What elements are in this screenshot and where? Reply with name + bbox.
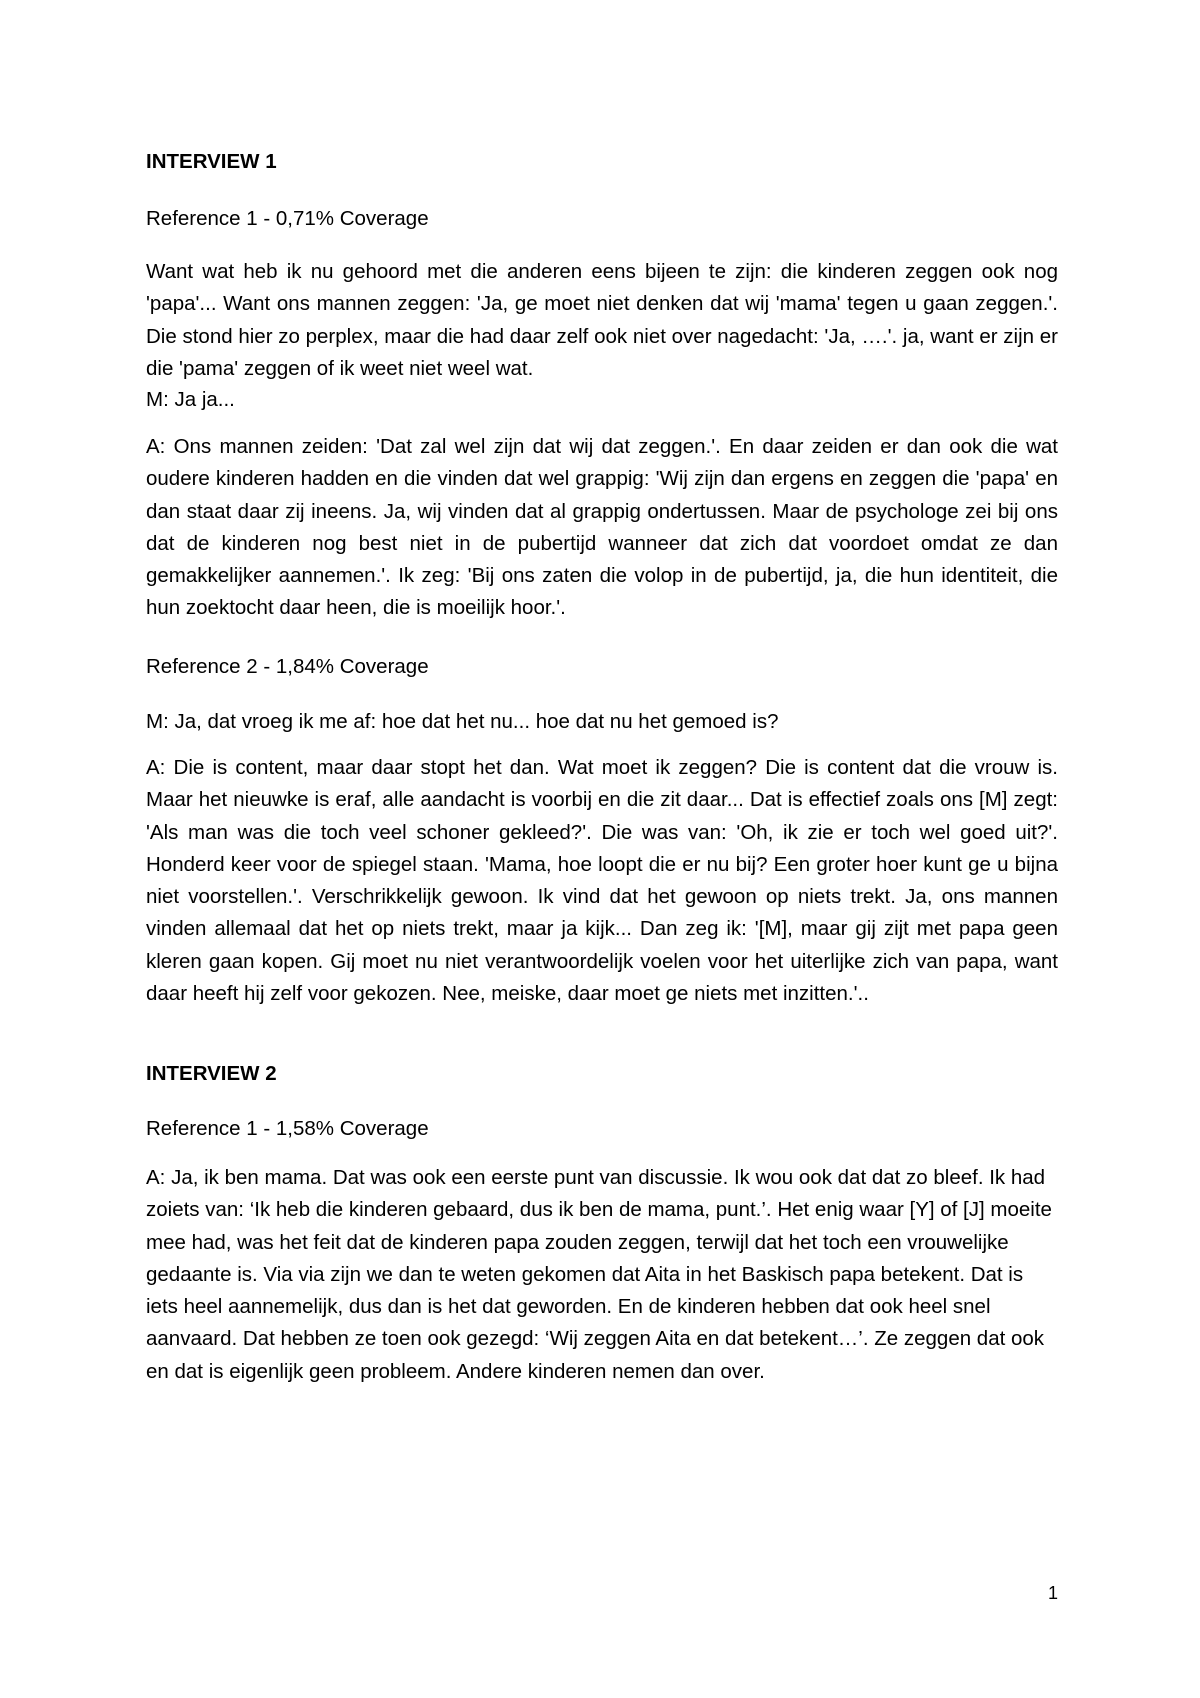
interview-1-reference-2-paragraph-2: A: Die is content, maar daar stopt het dan. Wat moet ik zeggen? Die is content dat die vrouw is. Maar het nieuwke is eraf, alle aandacht is voorbij en die zit daar... Dat is effectief zoals ons [M] zegt: 'Als man was die toch veel schoner gekleed?'. Die was van: 'Oh, ik zie er toch wel goed uit?'. Honderd keer voor de spiegel staan. 'Mama, hoe loopt die er nu bij? Een groter hoer kunt ge u bijna niet voorstellen.'. Verschrikkelijk gewoon. Ik vind dat het gewoon op niets trekt. Ja, ons mannen vinden allemaal dat het op niets trekt, maar ja kijk... Dan zeg ik: '[M], maar gij zijt met papa geen kleren gaan kopen. Gij moet nu niet verantwoordelijk voelen voor het uiterlijke zich van papa, want daar heeft hij zelf voor gekozen. Nee, meiske, daar moet ge niets met inzitten.'.. [146, 756, 1058, 1006]
page-number: 1 [1047, 1583, 1058, 1603]
interview-1-reference-1-label: Reference 1 - 0,71% Coverage [146, 207, 429, 230]
interview-1-heading: INTERVIEW 1 [146, 150, 277, 173]
interview-2-reference-1-paragraph-1: A: Ja, ik ben mama. Dat was ook een eerste punt van discussie. Ik wou ook dat dat zo bleef. Ik had zoiets van: ‘Ik heb die kinderen gebaard, dus ik ben de mama, punt.’. Het enig waar [Y] of [J] moeite mee had, was het feit dat de kinderen papa zouden zeggen, terwijl dat het toch een vrouwelijke gedaante is. Via via zijn we dan te weten gekomen dat Aita in het Baskisch papa betekent. Dat is iets heel aannemelijk, dus dan is het dat geworden. En de kinderen hebben dat ook heel snel aanvaard. Dat hebben ze toen ook gezegd: ‘Wij zeggen Aita en dat betekent…’. Ze zeggen dat ook en dat is eigenlijk geen probleem. Andere kinderen nemen dan over. [146, 1166, 1052, 1383]
interview-1-reference-1-paragraph-2: M: Ja ja... [146, 388, 235, 411]
interview-2-heading: INTERVIEW 2 [146, 1062, 277, 1085]
interview-1-reference-2-label: Reference 2 - 1,84% Coverage [146, 655, 429, 678]
interview-1-reference-2-paragraph-1: M: Ja, dat vroeg ik me af: hoe dat het nu... hoe dat nu het gemoed is? [146, 710, 779, 733]
interview-1-reference-1-paragraph-1: Want wat heb ik nu gehoord met die anderen eens bijeen te zijn: die kinderen zeggen ook nog 'papa'... Want ons mannen zeggen: 'Ja, ge moet niet denken dat wij 'mama' tegen u gaan zeggen.'. Die stond hier zo perplex, maar die had daar zelf ook niet over nagedacht: 'Ja, ….'. ja, want er zijn er die 'pama' zeggen of ik weet niet weel wat. [146, 260, 1058, 380]
interview-2-reference-1-label: Reference 1 - 1,58% Coverage [146, 1117, 429, 1140]
interview-1-reference-1-paragraph-3: A: Ons mannen zeiden: 'Dat zal wel zijn dat wij dat zeggen.'. En daar zeiden er dan ook die wat oudere kinderen hadden en die vinden dat wel grappig: 'Wij zijn dan ergens en zeggen die 'papa' en dan staat daar zij ineens. Ja, wij vinden dat al grappig ondertussen. Maar de psychologe zei bij ons dat de kinderen nog best niet in de pubertijd wanneer dat zich dat voordoet omdat ze dan gemakkelijker aannemen.'. Ik zeg: 'Bij ons zaten die volop in de pubertijd, ja, die hun identiteit, die hun zoektocht daar heen, die is moeilijk hoor.'. [146, 435, 1058, 620]
